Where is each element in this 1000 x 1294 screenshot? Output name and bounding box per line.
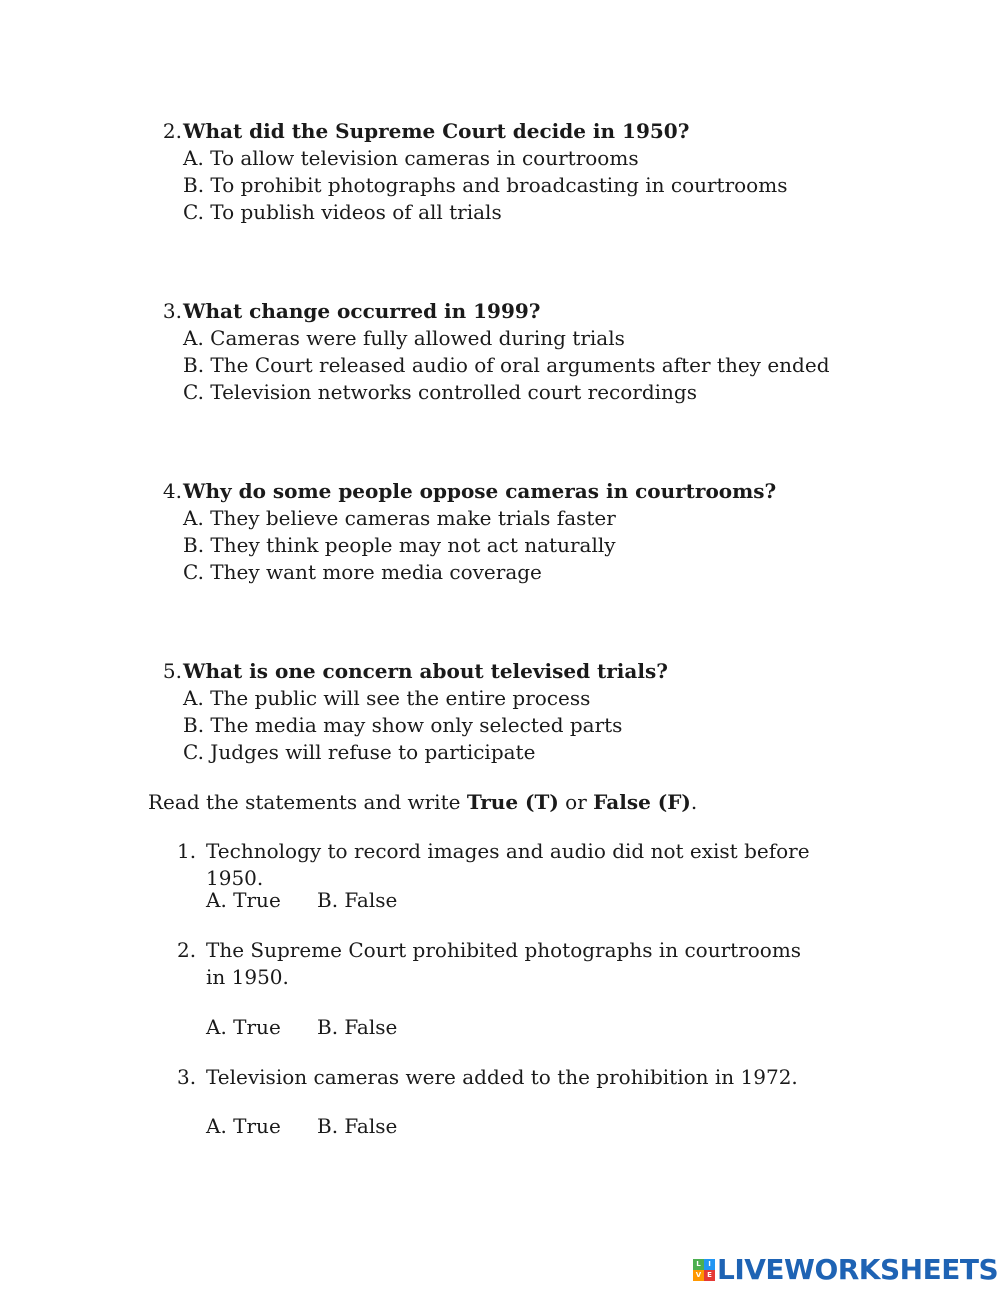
option-c[interactable]: C. Judges will refuse to participate bbox=[183, 740, 536, 764]
option-a[interactable]: A. The public will see the entire process bbox=[183, 686, 591, 710]
instructions-prefix: Read the statements and write bbox=[148, 790, 467, 814]
choice-false[interactable]: B. False bbox=[317, 1015, 398, 1039]
question-number: 2. bbox=[162, 119, 182, 143]
choice-true[interactable]: A. True bbox=[206, 1015, 281, 1039]
statement-text: Television cameras were added to the prohibition in 1972. bbox=[206, 1065, 798, 1089]
statement-1 bbox=[170, 838, 860, 892]
statement-1-choices bbox=[206, 887, 397, 914]
question-text: What change occurred in 1999? bbox=[183, 299, 541, 323]
statement-text: The Supreme Court prohibited photographs in courtrooms in 1950. bbox=[206, 938, 802, 989]
choice-false[interactable]: B. False bbox=[317, 1114, 398, 1138]
question-2 bbox=[148, 118, 908, 226]
option-b[interactable]: B. The Court released audio of oral arguments after they ended bbox=[183, 353, 830, 377]
true-label: True (T) bbox=[466, 790, 559, 814]
question-text: What did the Supreme Court decide in 1950? bbox=[183, 119, 690, 143]
option-c[interactable]: C. Television networks controlled court recordings bbox=[183, 380, 697, 404]
question-text: What is one concern about televised trials? bbox=[183, 659, 668, 683]
statement-3-choices bbox=[206, 1113, 397, 1140]
question-number: 3. bbox=[162, 299, 182, 323]
statement-number: 2. bbox=[177, 938, 197, 962]
logo-letter: V bbox=[693, 1270, 704, 1281]
logo-letter: I bbox=[704, 1259, 715, 1270]
statement-number: 1. bbox=[177, 839, 197, 863]
instructions-suffix: . bbox=[690, 790, 698, 814]
question-text: Why do some people oppose cameras in courtrooms? bbox=[183, 479, 777, 503]
statement-number: 3. bbox=[177, 1065, 197, 1089]
choice-false[interactable]: B. False bbox=[317, 888, 398, 912]
instructions-middle: or bbox=[558, 790, 594, 814]
option-b[interactable]: B. To prohibit photographs and broadcasting in courtrooms bbox=[183, 173, 788, 197]
question-3 bbox=[148, 298, 908, 406]
statement-3 bbox=[170, 1064, 860, 1091]
statement-text: Technology to record images and audio did not exist before 1950. bbox=[206, 839, 810, 890]
option-c[interactable]: C. They want more media coverage bbox=[183, 560, 542, 584]
option-b[interactable]: B. The media may show only selected parts bbox=[183, 713, 623, 737]
question-number: 5. bbox=[162, 659, 182, 683]
option-a[interactable]: A. Cameras were fully allowed during trials bbox=[183, 326, 625, 350]
statement-2-choices bbox=[206, 1014, 397, 1041]
option-c[interactable]: C. To publish videos of all trials bbox=[183, 200, 502, 224]
question-4 bbox=[148, 478, 908, 586]
option-a[interactable]: A. To allow television cameras in courtrooms bbox=[183, 146, 639, 170]
question-5 bbox=[148, 658, 908, 766]
option-b[interactable]: B. They think people may not act naturally bbox=[183, 533, 616, 557]
choice-true[interactable]: A. True bbox=[206, 888, 281, 912]
logo-letter: E bbox=[704, 1270, 715, 1281]
choice-true[interactable]: A. True bbox=[206, 1114, 281, 1138]
false-label: False (F) bbox=[593, 790, 691, 814]
liveworksheets-logo bbox=[693, 1255, 998, 1285]
question-number: 4. bbox=[162, 479, 182, 503]
brand-name: LIVEWORKSHEETS bbox=[717, 1253, 999, 1286]
true-false-instructions bbox=[148, 789, 908, 816]
option-a[interactable]: A. They believe cameras make trials faster bbox=[183, 506, 616, 530]
logo-letter: L bbox=[693, 1259, 704, 1270]
liveworksheets-logo-icon bbox=[693, 1259, 715, 1281]
statement-2 bbox=[170, 937, 860, 991]
